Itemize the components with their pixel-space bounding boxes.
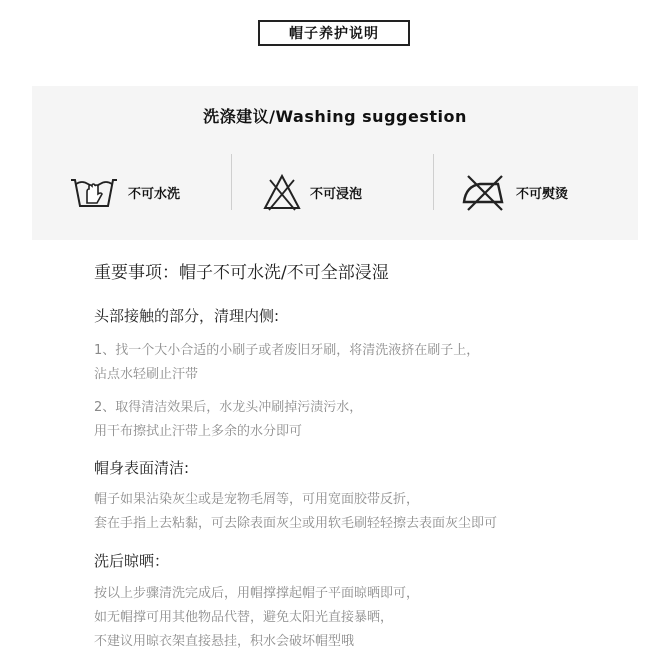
paragraph-step-1 xyxy=(94,339,479,387)
section-heading-drying: 洗后晾晒： xyxy=(94,552,170,570)
paragraph-surface xyxy=(94,488,497,536)
paragraph-line: 沾点水轻刷止汗带 xyxy=(94,367,199,382)
paragraph-line: 用干布擦拭止汗带上多余的水分即可 xyxy=(94,424,303,439)
paragraph-step-2 xyxy=(94,396,362,444)
paragraph-line: 套在手指上去粘黏，可去除表面灰尘或用软毛刷轻轻擦去表面灰尘即可 xyxy=(94,516,498,531)
divider xyxy=(433,154,434,210)
care-item-no-iron xyxy=(460,164,568,220)
divider xyxy=(231,154,232,210)
care-label-no-wash: 不可水洗 xyxy=(128,186,181,202)
no-iron-icon xyxy=(460,172,508,212)
paragraph-line: 1、找一个大小合适的小刷子或者废旧牙刷，将清洗液挤在刷子上， xyxy=(94,343,480,358)
paragraph-drying xyxy=(94,582,419,654)
care-item-no-wash xyxy=(68,164,180,220)
paragraph-line: 2、取得清洁效果后，水龙头冲刷掉污渍污水， xyxy=(94,400,363,415)
care-label-no-iron: 不可熨烫 xyxy=(516,186,569,202)
washing-heading: 洗涤建议/Washing suggestion xyxy=(203,107,467,126)
important-notice: 重要事项：帽子不可水洗/不可全部浸湿 xyxy=(94,263,389,283)
paragraph-line: 不建议用晾衣架直接悬挂，积水会破坏帽型哦 xyxy=(94,634,355,649)
no-soak-icon xyxy=(262,172,302,212)
care-item-no-soak xyxy=(262,164,362,220)
paragraph-line: 如无帽撑可用其他物品代替，避免太阳光直接暴晒， xyxy=(94,610,394,625)
section-heading-surface-cleaning: 帽身表面清洁: xyxy=(94,459,190,477)
section-heading-inner-cleaning: 头部接触的部分，清理内侧: xyxy=(94,307,280,325)
page-title: 帽子养护说明 xyxy=(258,20,410,46)
care-label-no-soak: 不可浸泡 xyxy=(310,186,363,202)
no-wash-icon xyxy=(68,172,120,212)
washing-suggestion-panel xyxy=(32,86,638,240)
paragraph-line: 帽子如果沾染灰尘或是宠物毛屑等，可用宽面胶带反折， xyxy=(94,492,420,507)
paragraph-line: 按以上步骤清洗完成后，用帽撑撑起帽子平面晾晒即可， xyxy=(94,586,420,601)
